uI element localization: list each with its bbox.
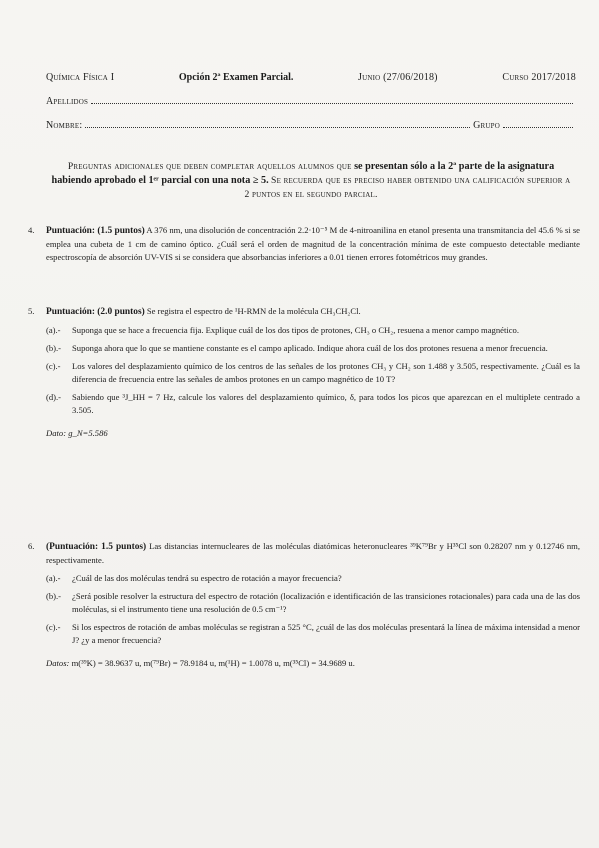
part-text: ¿Será posible resolver la estructura del espectro de rotación (localización e identificación de las transiciones rotacionales) para cada una de las dos moléculas, si el instrumento tiene una resolución de 0.5 cm⁻¹? xyxy=(72,591,580,614)
intro-part3: Se recuerda que es preciso haber obtenido una calificación superior a 2 puntos en el segundo parcial. xyxy=(244,175,571,200)
course-name: Química Física I xyxy=(46,72,115,83)
nombre-label: Nombre: xyxy=(46,120,83,131)
question-4-points: Puntuación: (1.5 puntos) xyxy=(46,226,145,236)
academic-year: Curso 2017/2018 xyxy=(502,72,576,83)
intro-part1: Preguntas adicionales que deben completar aquellos alumnos que xyxy=(67,161,352,172)
part-label: (a).- xyxy=(46,573,61,583)
question-4 xyxy=(28,224,580,264)
grupo-label: Grupo xyxy=(473,120,500,131)
apellidos-label: Apellidos xyxy=(46,96,89,107)
question-6-part-b xyxy=(46,590,580,616)
part-text: Sabiendo que ³J_HH = 7 Hz, calcule los valores del desplazamiento químico, δ, para todos los picos que aparezcan en el multiplete centrado a 3.505. xyxy=(72,392,580,415)
intro-part2: se presentan sólo a la 2ª parte de la asignatura habiendo aprobado el 1ᵉʳ parcial con una nota ≥ 5. xyxy=(51,161,555,186)
part-label: (a).- xyxy=(46,325,61,335)
part-label: (b).- xyxy=(46,591,62,601)
part-label: (b).- xyxy=(46,343,62,353)
question-5-data xyxy=(46,427,580,440)
apellidos-field[interactable] xyxy=(91,95,573,104)
question-6-points: (Puntuación: 1.5 puntos) xyxy=(46,542,147,552)
question-5-number: 5. xyxy=(28,306,35,316)
question-5-text: Se registra el espectro de ¹H-RMN de la molécula CH₃CH₂Cl. xyxy=(146,306,361,316)
question-4-text: A 376 nm, una disolución de concentración 2.2·10⁻⁵ M de 4-nitroanilina en etanol presenta una transmitancia del 45.6 % si se emplea una cubeta de 1 cm de camino óptico. ¿Cuál será el orden de magnitud de la concentración mínima de este compuesto detectable mediante espectroscopía de absorción UV-VIS si se considera que absorbancias inferiores a 0.01 tienen errores fotométricos muy grandes. xyxy=(46,225,580,262)
data-label: Dato: xyxy=(46,428,67,438)
part-label: (c).- xyxy=(46,361,61,371)
part-text: Suponga ahora que lo que se mantiene constante es el campo aplicado. Indique ahora cuál de los dos protones resuena a menor frecuencia. xyxy=(72,343,548,353)
apellidos-line xyxy=(46,95,576,107)
data-label: Datos: xyxy=(46,658,70,668)
question-6-text: Las distancias internucleares de las moléculas diatómicas heteronucleares ³⁹K⁷⁹Br y H³⁵Cl son 0.28207 nm y 0.12746 nm, respectivamente. xyxy=(46,541,581,565)
data-value: m(³⁹K) = 38.9637 u, m(⁷⁹Br) = 78.9184 u, m(¹H) = 1.0078 u, m(³⁵Cl) = 34.9689 u. xyxy=(71,658,355,668)
part-text: ¿Cuál de las dos moléculas tendrá su espectro de rotación a mayor frecuencia? xyxy=(72,573,342,583)
question-4-number: 4. xyxy=(28,225,35,235)
part-text: Suponga que se hace a frecuencia fija. Explique cuál de los dos tipos de protones, CH₃ o CH₂, resuena a menor campo magnético. xyxy=(72,325,520,335)
exam-title: Opción 2ª Examen Parcial. xyxy=(178,72,294,83)
exam-header xyxy=(46,72,576,131)
question-6 xyxy=(28,540,580,670)
nombre-line xyxy=(46,119,576,131)
question-6-data xyxy=(46,657,580,670)
question-5-part-a xyxy=(46,324,580,337)
part-text: Si los espectros de rotación de ambas moléculas se registran a 525 °C, ¿cuál de las dos moléculas presentará la línea de máxima intensidad a menor J? ¿y a menor frecuencia? xyxy=(72,622,580,645)
header-title-row xyxy=(46,72,576,83)
question-5-part-c xyxy=(46,360,580,386)
question-6-part-c xyxy=(46,621,580,647)
intro-note xyxy=(50,160,572,202)
question-5-part-d xyxy=(46,391,580,417)
part-label: (c).- xyxy=(46,622,61,632)
question-5 xyxy=(28,305,580,440)
question-6-number: 6. xyxy=(28,541,35,551)
part-text: Los valores del desplazamiento químico de los centros de las señales de los protones CH₃ y CH₂ son 1.488 y 3.505, respectivamente. ¿Cuál es la diferencia de frecuencia entre las señales de ambos protones en un campo magnético de 10 T? xyxy=(72,361,580,384)
question-6-part-a xyxy=(46,572,580,585)
grupo-field[interactable] xyxy=(503,119,573,128)
data-value: g_N=5.586 xyxy=(68,428,108,438)
exam-date: Junio (27/06/2018) xyxy=(358,72,438,83)
nombre-field[interactable] xyxy=(85,119,470,128)
question-5-part-b xyxy=(46,342,580,355)
question-5-points: Puntuación: (2.0 puntos) xyxy=(46,307,145,317)
part-label: (d).- xyxy=(46,392,62,402)
